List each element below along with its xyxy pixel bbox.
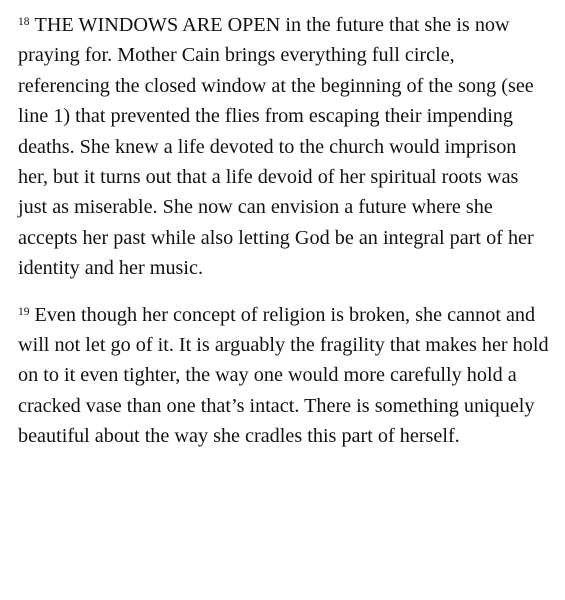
footnote-19: [18, 300, 551, 452]
footnote-number: 18: [18, 16, 30, 28]
footnote-18: [18, 10, 551, 284]
footnote-number: 19: [18, 305, 30, 318]
footnote-text: Even though her concept of religion is broken, she cannot and will not let go of it. It is arguably the fragility that makes her hold on to it even tighter, the way one would more carefully hold a cracked vase than one that’s intact. There is something uniquely beautiful about the way she cradles this part of herself.: [18, 303, 549, 448]
footnote-text: THE WINDOWS ARE OPEN in the future that she is now praying for. Mother Cain brings everything full circle, referencing the closed window at the beginning of the song (see line 1) that prevented the flies from escaping their impending deaths. She knew a life devoted to the church would imprison her, but it turns out that a life devoid of her spiritual roots was just as miserable. She now can envision a future where she accepts her past while also letting God be an integral part of her identity and her music.: [18, 14, 534, 280]
